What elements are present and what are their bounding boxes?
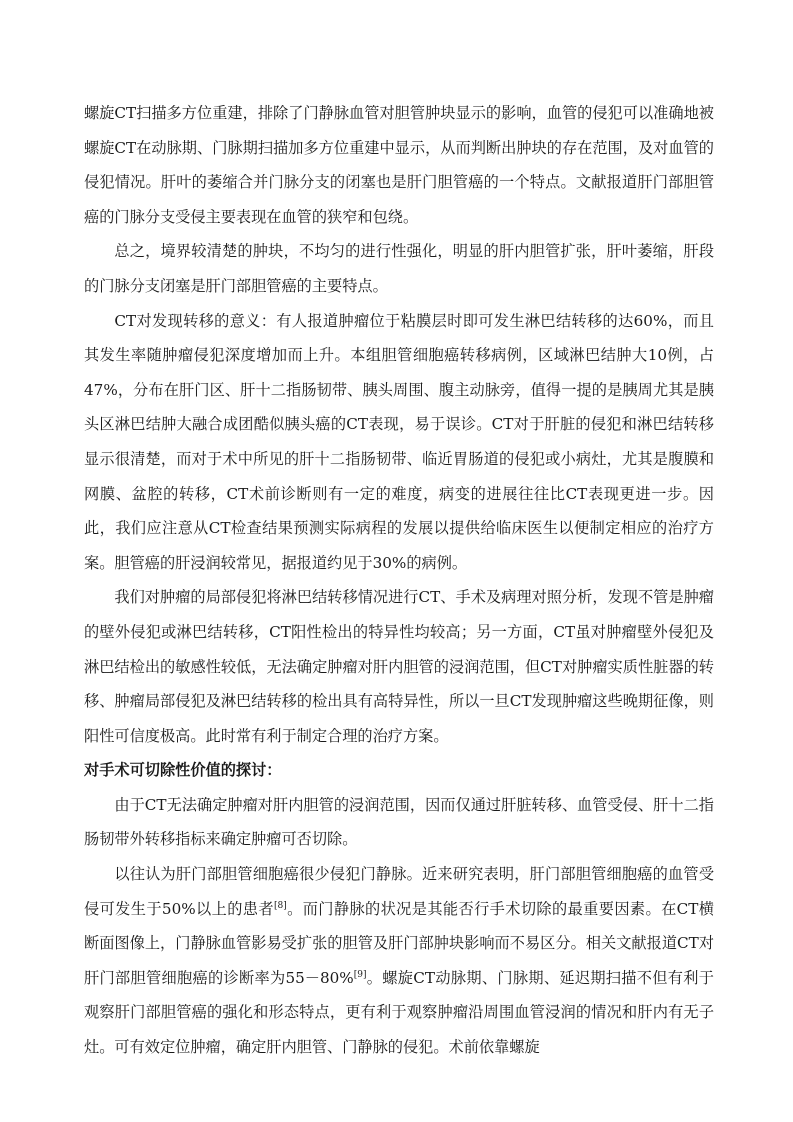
- paragraph-summary: 总之，境界较清楚的肿块，不均匀的进行性强化，明显的肝内胆管扩张，肝叶萎缩，肝段的门脉分支闭塞是肝门部胆管癌的主要特点。: [84, 242, 714, 295]
- paragraph-portal-vein: [84, 857, 714, 1065]
- text-segment: 。螺旋CT动脉期、门脉期、延迟期扫描不但有利于观察肝门部胆管癌的强化和形态特点，更有利于观察肿瘤沿周围血管浸润的情况和肝内有无子灶。可有效定位肿瘤，确定肝内胆管、门静脉的侵犯。术前依靠螺旋: [84, 968, 714, 1057]
- text-segment: 。而门静脉的状况是其能否行手术切除的最重要因素。在CT横断面图像上，门静脉血管影易受扩张的胆管及肝门部肿块影响而不易区分。相关文献报道CT对肝门部胆管细胞癌的诊断率为55－80%: [84, 899, 714, 987]
- paragraph-resectability: 由于CT无法确定肿瘤对肝内胆管的浸润范围，因而仅通过肝脏转移、血管受侵、肝十二指肠韧带外转移指标来确定肿瘤可否切除。: [84, 795, 714, 849]
- paragraph-continuation: 螺旋CT扫描多方位重建，排除了门静脉血管对胆管肿块显示的影响，血管的侵犯可以准确地被螺旋CT在动脉期、门脉期扫描加多方位重建中显示，从而判断出肿块的存在范围，及对血管的侵犯情况。肝叶的萎缩合并门脉分支的闭塞也是肝门胆管癌的一个特点。文献报道肝门部胆管癌的门脉分支受侵主要表现在血管的狭窄和包绕。: [84, 104, 714, 226]
- paragraph-metastasis: CT对发现转移的意义：有人报道肿瘤位于粘膜层时即可发生淋巴结转移的达60%，而且其发生率随肿瘤侵犯深度增加而上升。本组胆管细胞癌转移病例，区域淋巴结肿大10例，占47%，分布在肝门区、肝十二指肠韧带、胰头周围、腹主动脉旁，值得一提的是胰周尤其是胰头区淋巴结肿大融合成团酷似胰头癌的CT表现，易于误诊。CT对于肝脏的侵犯和淋巴结转移显示很清楚，而对于术中所见的肝十二指肠韧带、临近胃肠道的侵犯或小病灶，尤其是腹膜和网膜、盆腔的转移，CT术前诊断则有一定的难度，病变的进展往往比CT表现更进一步。因此，我们应注意从CT检查结果预测实际病程的发展以提供给临床医生以便制定相应的治疗方案。胆管癌的肝浸润较常见，据报道约见于30%的病例。: [84, 311, 714, 572]
- citation-ref-8: [8]: [273, 900, 287, 911]
- paragraph-local-invasion: 我们对肿瘤的局部侵犯将淋巴结转移情况进行CT、手术及病理对照分析，发现不管是肿瘤的壁外侵犯或淋巴结转移，CT阳性检出的特异性均较高；另一方面，CT虽对肿瘤壁外侵犯及淋巴结检出的敏感性较低，无法确定肿瘤对肝内胆管的浸润范围，但CT对肿瘤实质性脏器的转移、肿瘤局部侵犯及淋巴结转移的检出具有高特异性，所以一旦CT发现肿瘤这些晚期征像，则阳性可信度极高。此时常有利于制定合理的治疗方案。: [84, 588, 714, 745]
- citation-ref-9: [9]: [353, 969, 367, 980]
- text-segment: 以往认为肝门部胆管细胞癌很少侵犯门静脉。近来研究表明，肝门部胆管细胞癌的血管受侵可发生于50%以上的患者: [84, 865, 714, 918]
- document-page: [84, 96, 714, 1065]
- section-heading: 对手术可切除性价值的探讨：: [84, 761, 282, 780]
